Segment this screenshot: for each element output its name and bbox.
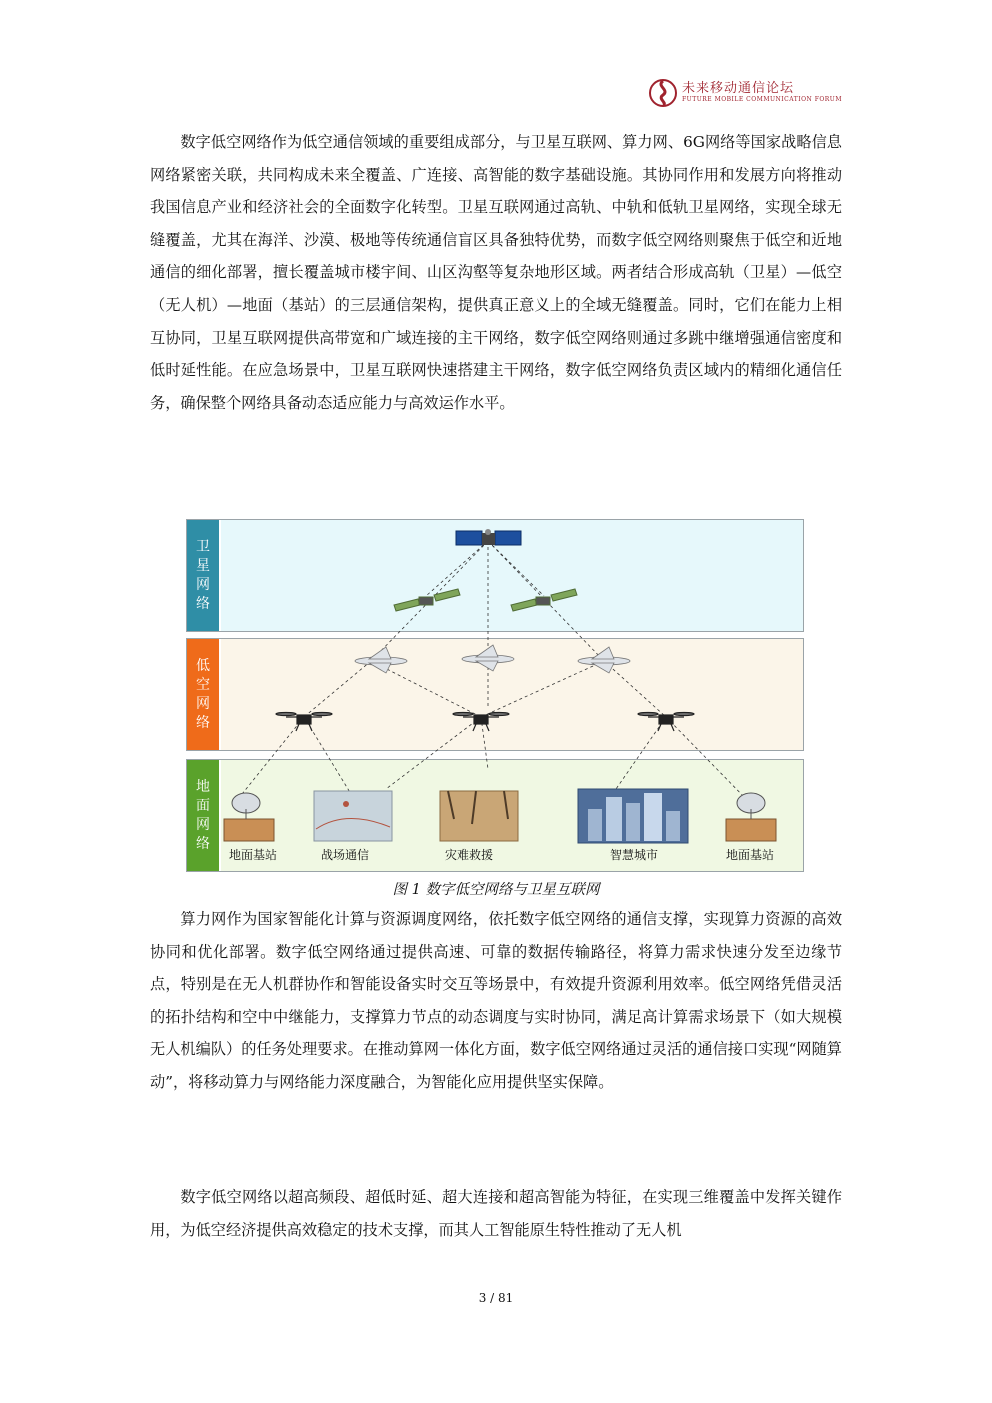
logo-chinese-name: 未来移动通信论坛 bbox=[681, 81, 794, 96]
paragraph-2: 算力网作为国家智能化计算与资源调度网络，依托数字低空网络的通信支撑，实现算力资源的高效协同和优化部署。数字低空网络通过提供高速、可靠的数据传输路径，将算力需求快速分发至边缘节点，特别是在无人机群协作和智能设备实时交互等场景中，有效提升资源利用效率。低空网络凭借灵活的拓扑结构和空中中继能力，支撑算力节点的动态调度与实时协同，满足高计算需求场景下（如大规模无人机编队）的任务处理要求。在推动算网一体化方面，数字低空网络通过灵活的通信接口实现“网随算动”，将移动算力与网络能力深度融合，为智能化应用提供坚实保障。 bbox=[150, 910, 842, 1091]
low-orbit-satellite-icon bbox=[394, 589, 460, 611]
logo-english-name: FUTURE MOBILE COMMUNICATION FORUM bbox=[681, 96, 842, 103]
ground-tile-label: 智慧城市 bbox=[610, 848, 659, 862]
figure-caption: 图 1 数字低空网络与卫星互联网 bbox=[392, 882, 600, 898]
airplane-icon bbox=[462, 645, 514, 671]
satellite-icon bbox=[456, 529, 521, 545]
paragraph-3: 数字低空网络以超高频段、超低时延、超大连接和超高智能为特征，在实现三维覆盖中发挥关键作用，为低空经济提供高效稳定的技术支撑，而其人工智能原生特性推动了无人机 bbox=[150, 1188, 842, 1239]
ground-tile-label: 地面基站 bbox=[726, 848, 775, 862]
airplane-icon bbox=[355, 647, 407, 673]
drone-icon bbox=[276, 713, 332, 732]
header-logo bbox=[648, 78, 842, 108]
drone-icon bbox=[453, 713, 509, 732]
ground-tile-label: 灾难救援 bbox=[445, 848, 494, 862]
satellite-band-label: 卫 星 网 络 bbox=[187, 520, 219, 631]
network-figure bbox=[186, 519, 804, 872]
ground-tile-label: 战场通信 bbox=[321, 848, 370, 862]
ground-band-label: 地 面 网 络 bbox=[187, 760, 219, 871]
low-orbit-satellite-icon bbox=[511, 589, 577, 611]
page-number: 3 / 81 bbox=[478, 1291, 514, 1305]
battlefield-communication-icon bbox=[314, 791, 392, 841]
ground-base-station-icon bbox=[726, 793, 776, 841]
ground-tile-label: 地面基站 bbox=[229, 848, 278, 862]
network-links bbox=[234, 541, 751, 804]
drone-icon bbox=[638, 713, 694, 732]
smart-city-icon bbox=[578, 789, 688, 843]
figure-illustration bbox=[186, 519, 804, 872]
disaster-rescue-icon bbox=[440, 791, 518, 841]
low-altitude-band-label: 低 空 网 络 bbox=[187, 639, 219, 750]
forum-logo-icon bbox=[648, 78, 678, 108]
ground-base-station-icon bbox=[224, 793, 274, 841]
paragraph-1: 数字低空网络作为低空通信领域的重要组成部分，与卫星互联网、算力网、6G网络等国家战略信息网络紧密关联，共同构成未来全覆盖、广连接、高智能的数字基础设施。其协同作用和发展方向将推动我国信息产业和经济社会的全面数字化转型。卫星互联网通过高轨、中轨和低轨卫星网络，实现全球无缝覆盖，尤其在海洋、沙漠、极地等传统通信盲区具备独特优势，而数字低空网络则聚焦于低空和近地通信的细化部署，擅长覆盖城市楼宇间、山区沟壑等复杂地形区域。两者结合形成高轨（卫星）—低空（无人机）—地面（基站）的三层通信架构，提供真正意义上的全域无缝覆盖。同时，它们在能力上相互协同，卫星互联网提供高带宽和广域连接的主干网络，数字低空网络则通过多跳中继增强通信密度和低时延性能。在应急场景中，卫星互联网快速搭建主干网络，数字低空网络负责区域内的精细化通信任务，确保整个网络具备动态适应能力与高效运作水平。 bbox=[150, 133, 842, 412]
